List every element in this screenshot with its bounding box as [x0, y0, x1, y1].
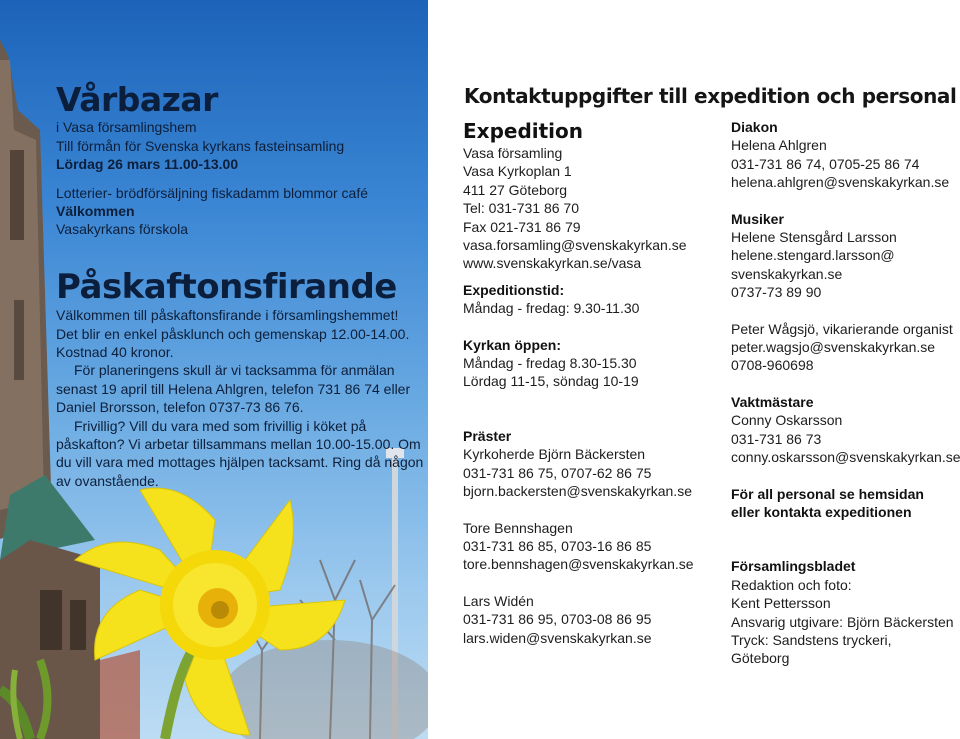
expedition-line: 411 27 Göteborg	[463, 181, 568, 198]
caretaker-name: Conny Oskarsson	[731, 412, 843, 429]
volunteer-line: påskafton? Vi arbetar tillsammans mellan 10.00-15.00. Om	[56, 435, 421, 452]
priest-email[interactable]: bjorn.backersten@svenskakyrkan.se	[463, 483, 692, 500]
priest-name: Lars Widén	[463, 592, 534, 609]
priest-name: Tore Bennshagen	[463, 519, 573, 536]
volunteer-line: av ovanstående.	[56, 472, 159, 489]
contact-title: Kontaktuppgifter till expedition och personal	[464, 84, 957, 108]
left-text	[56, 82, 428, 490]
priest-name: Kyrkoherde Björn Bäckersten	[463, 446, 646, 463]
paskafton-line: Det blir en enkel påsklunch och gemenskap 12.00-14.00.	[56, 325, 410, 342]
bazar-preschool: Vasakyrkans förskola	[56, 221, 189, 238]
bulletin-title: Församlingsbladet	[731, 558, 856, 575]
organist-name: Peter Wågsjö, vikarierande organist	[731, 320, 953, 337]
all-staff-note: För all personal se hemsidan	[731, 485, 924, 502]
bazar-welcome: Välkommen	[56, 202, 135, 219]
deacon-email[interactable]: helena.ahlgren@svenskakyrkan.se	[731, 174, 950, 191]
volunteer-line: du vill vara med mottages hjälpen tacksamt. Ring då någon	[56, 454, 424, 471]
signup-line: För planeringens skull är vi tacksamma för anmälan	[74, 362, 395, 379]
bazar-activities: Lotterier- brödförsäljning fiskadamm blommor café	[56, 184, 369, 201]
bulletin-line: Redaktion och foto:	[731, 576, 852, 593]
priest-email[interactable]: tore.bennshagen@svenskakyrkan.se	[463, 556, 694, 573]
church-open-line: Lördag 11-15, söndag 10-19	[463, 373, 639, 390]
expedition-title: Expedition	[463, 119, 584, 143]
office-hours-title: Expeditionstid:	[463, 281, 565, 298]
musician-title: Musiker	[731, 210, 784, 227]
expedition-website[interactable]: www.svenskakyrkan.se/vasa	[463, 255, 642, 272]
expedition-phone: Tel: 031-731 86 70	[463, 200, 579, 217]
priest-phone: 031-731 86 85, 0703-16 86 85	[463, 537, 652, 554]
paskafton-title: Påskaftonsfirande	[56, 266, 397, 307]
musician-phone: 0737-73 89 90	[731, 284, 822, 301]
priest-phone: 031-731 86 75, 0707-62 86 75	[463, 464, 652, 481]
bazar-location: i Vasa församlingshem	[56, 119, 197, 136]
musician-email[interactable]: svenskakyrkan.se	[731, 265, 843, 282]
bulletin-line: Göteborg	[731, 650, 790, 667]
caretaker-email[interactable]: conny.oskarsson@svenskakyrkan.se	[731, 449, 960, 466]
musician-email[interactable]: helene.stengard.larsson@	[731, 247, 895, 264]
priest-email[interactable]: lars.widen@svenskakyrkan.se	[463, 629, 652, 646]
all-staff-note: eller kontakta expeditionen	[731, 503, 912, 520]
priest-phone: 031-731 86 95, 0703-08 86 95	[463, 611, 652, 628]
deacon-phone: 031-731 86 74, 0705-25 86 74	[731, 155, 920, 172]
contact-column-left	[463, 118, 723, 647]
contact-panel	[428, 0, 960, 739]
paskafton-line: Välkommen till påskaftonsfirande i församlingshemmet!	[56, 307, 399, 324]
paskafton-line: Kostnad 40 kronor.	[56, 343, 174, 360]
priests-title: Präster	[463, 427, 512, 444]
church-open-line: Måndag - fredag 8.30-15.30	[463, 355, 637, 372]
expedition-fax: Fax 021-731 86 79	[463, 218, 581, 235]
bulletin-line: Kent Pettersson	[731, 595, 831, 612]
deacon-title: Diakon	[731, 119, 778, 135]
bulletin-line: Tryck: Sandstens tryckeri,	[731, 631, 892, 648]
deacon-name: Helena Ahlgren	[731, 137, 827, 154]
left-photo-panel	[0, 0, 428, 739]
office-hours: Måndag - fredag: 9.30-11.30	[463, 300, 640, 317]
caretaker-phone: 031-731 86 73	[731, 430, 822, 447]
musician-name: Helene Stensgård Larsson	[731, 229, 897, 246]
caretaker-title: Vaktmästare	[731, 393, 814, 410]
organist-phone: 0708-960698	[731, 357, 814, 374]
volunteer-line: Frivillig? Vill du vara med som frivillig i köket på	[74, 417, 367, 434]
church-open-title: Kyrkan öppen:	[463, 336, 562, 353]
expedition-line: Vasa församling	[463, 145, 563, 161]
expedition-line: Vasa Kyrkoplan 1	[463, 163, 572, 180]
bazar-title: Vårbazar	[56, 80, 218, 119]
signup-line: senast 19 april till Helena Ahlgren, telefon 731 86 74 eller	[56, 380, 411, 397]
expedition-email[interactable]: vasa.forsamling@svenskakyrkan.se	[463, 237, 687, 254]
organist-email[interactable]: peter.wagsjo@svenskakyrkan.se	[731, 339, 936, 356]
bazar-purpose: Till förmån för Svenska kyrkans fasteinsamling	[56, 137, 345, 154]
bulletin-line: Ansvarig utgivare: Björn Bäckersten	[731, 613, 954, 630]
bazar-date: Lördag 26 mars 11.00-13.00	[56, 156, 239, 173]
signup-line: Daniel Brorsson, telefon 0737-73 86 76.	[56, 399, 304, 416]
contact-column-right	[731, 118, 960, 668]
